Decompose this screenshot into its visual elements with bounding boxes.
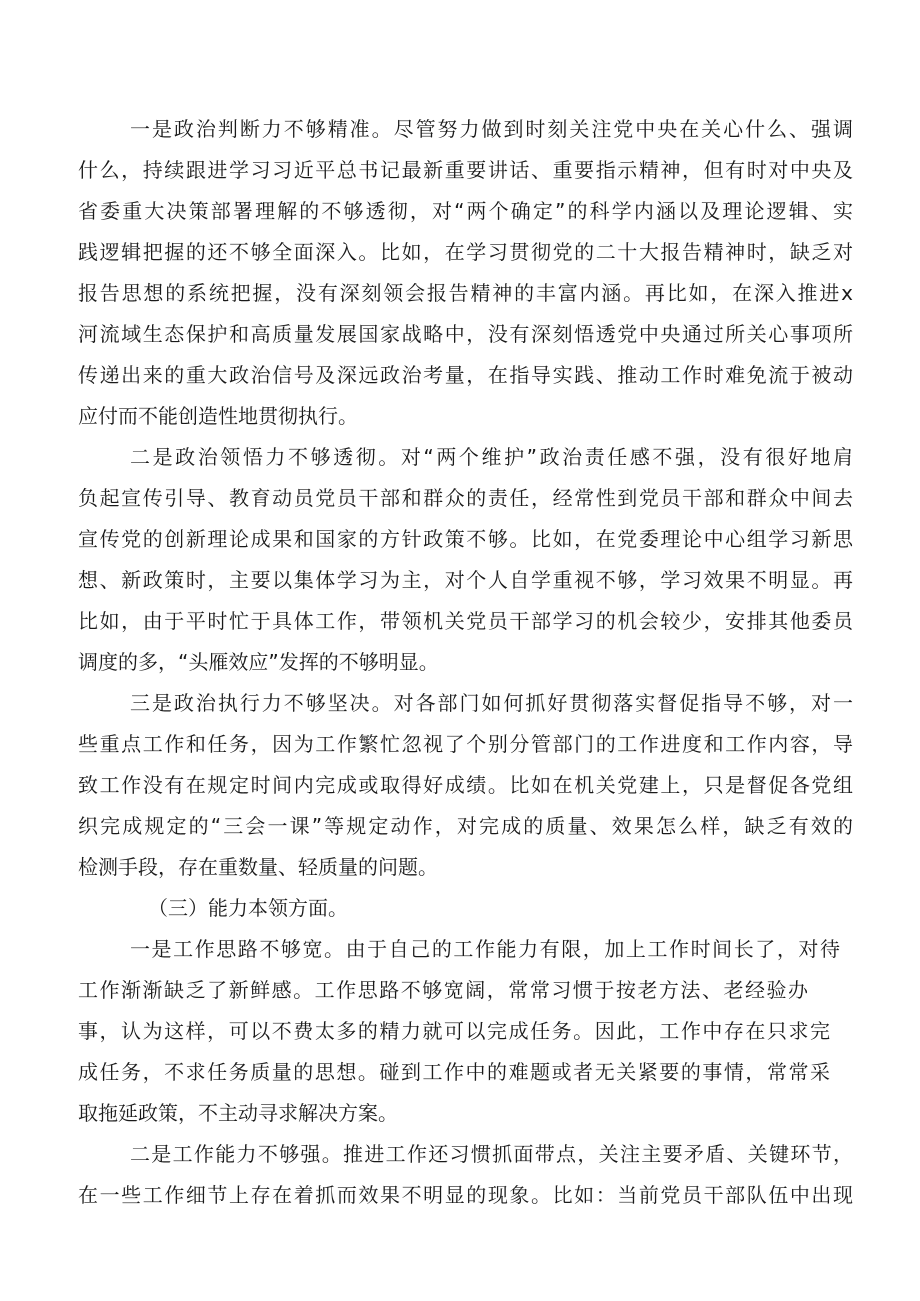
paragraph-3-line-4: 织完成规定的“三会一课”等规定动作，对完成的质量、效果怎么样，缺乏有效的 — [78, 814, 853, 838]
paragraph-3-line-3: 致工作没有在规定时间内完成或取得好成绩。比如在机关党建上，只是督促各党组 — [78, 773, 853, 797]
paragraph-3-line-2: 些重点工作和任务，因为工作繁忙忽视了个别分管部门的工作进度和工作内容，导 — [78, 732, 853, 756]
section-heading: （三）能力本领方面。 — [148, 896, 348, 920]
paragraph-2-line-1: 二是政治领悟力不够透彻。对“两个维护”政治责任感不强，没有很好地肩 — [130, 445, 853, 469]
paragraph-4-line-3: 事，认为这样，可以不费太多的精力就可以完成任务。因此，工作中存在只求完 — [78, 1019, 830, 1043]
paragraph-2-line-2: 负起宣传引导、教育动员党员干部和群众的责任，经常性到党员干部和群众中间去 — [78, 486, 853, 510]
paragraph-4-line-1: 一是工作思路不够宽。由于自己的工作能力有限，加上工作时间长了，对待 — [130, 937, 840, 961]
paragraph-1-line-1: 一是政治判断力不够精准。尽管努力做到时刻关注党中央在关心什么、强调 — [130, 117, 853, 141]
paragraph-5-line-2: 在一些工作细节上存在着抓而效果不明显的现象。比如：当前党员干部队伍中出现 — [78, 1183, 853, 1207]
paragraph-3-line-1: 三是政治执行力不够坚决。对各部门如何抓好贯彻落实督促指导不够，对一 — [130, 691, 853, 715]
paragraph-4-line-4: 成任务，不求任务质量的思想。碰到工作中的难题或者无关紧要的事情，常常采 — [78, 1060, 830, 1084]
paragraph-5-line-1: 二是工作能力不够强。推进工作还习惯抓面带点，关注主要矛盾、关键环节， — [130, 1142, 853, 1166]
paragraph-1-line-3: 省委重大决策部署理解的不够透彻，对“两个确定”的科学内涵以及理论逻辑、实 — [78, 199, 853, 223]
paragraph-1-line-4: 践逻辑把握的还不够全面深入。比如，在学习贯彻党的二十大报告精神时，缺乏对 — [78, 240, 853, 264]
paragraph-2-line-5: 比如，由于平时忙于具体工作，带领机关党员干部学习的机会较少，安排其他委员 — [78, 609, 853, 633]
paragraph-2-line-3: 宣传党的创新理论成果和国家的方针政策不够。比如，在党委理论中心组学习新思 — [78, 527, 853, 551]
paragraph-1-line-2: 什么，持续跟进学习习近平总书记最新重要讲话、重要指示精神，但有时对中央及 — [78, 158, 853, 182]
paragraph-4-line-2: 工作渐渐缺乏了新鲜感。工作思路不够宽阔，常常习惯于按老方法、老经验办 — [78, 978, 808, 1002]
paragraph-4-line-5: 取拖延政策，不主动寻求解决方案。 — [78, 1101, 398, 1125]
paragraph-2-line-6: 调度的多，“头雁效应”发挥的不够明显。 — [78, 650, 439, 674]
paragraph-1-line-6: 河流域生态保护和高质量发展国家战略中，没有深刻悟透党中央通过所关心事项所 — [78, 322, 853, 346]
paragraph-3-line-5: 检测手段，存在重数量、轻质量的问题。 — [78, 855, 438, 879]
paragraph-1-line-7: 传递出来的重大政治信号及深远政治考量，在指导实践、推动工作时难免流于被动 — [78, 363, 853, 387]
paragraph-1-line-5: 报告思想的系统把握，没有深刻领会报告精神的丰富内涵。再比如，在深入推进x — [78, 281, 853, 305]
paragraph-1-line-8: 应付而不能创造性地贯彻执行。 — [78, 404, 358, 428]
paragraph-2-line-4: 想、新政策时，主要以集体学习为主，对个人自学重视不够，学习效果不明显。再 — [78, 568, 853, 592]
